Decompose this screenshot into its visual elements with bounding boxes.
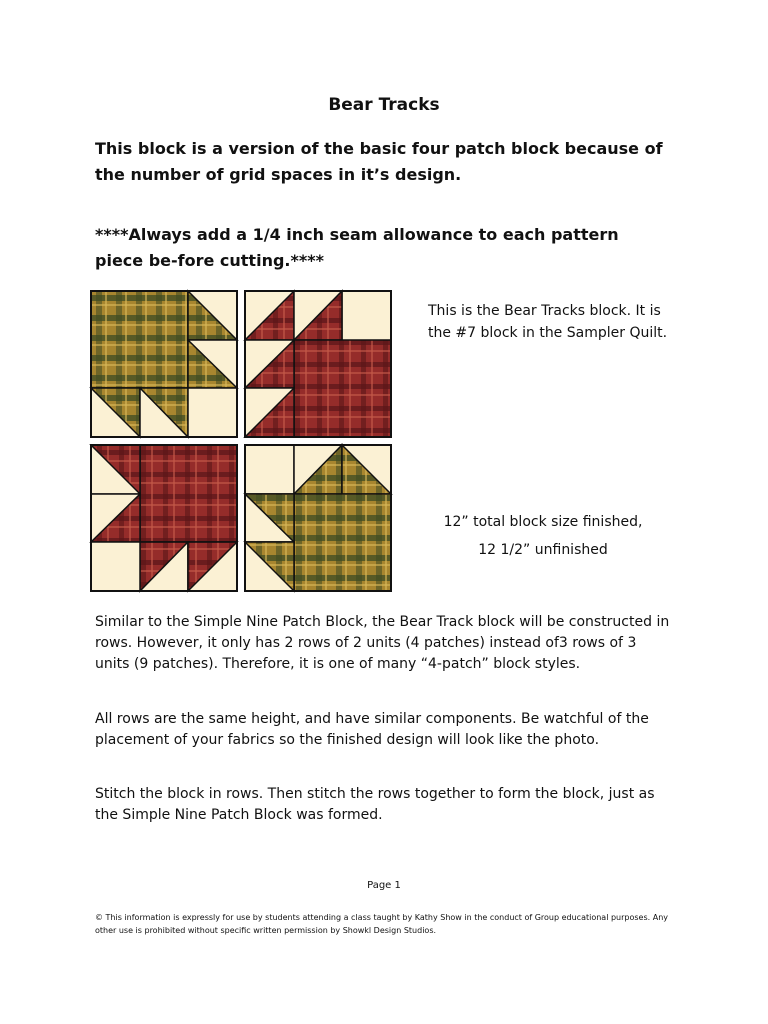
rows-paragraph: All rows are the same height, and have similar components. Be watchful of the placement of your fabrics so the finished design will look like the photo. — [95, 711, 649, 748]
block-caption: This is the Bear Tracks block. It is the #7 block in the Sampler Quilt. — [428, 303, 668, 341]
stitch-paragraph: Stitch the block in rows. Then stitch the rows together to form the block, just as the Simple Nine Patch Block was formed. — [95, 786, 655, 823]
intro-paragraph: This block is a version of the basic four patch block because of the number of grid spaces in it’s design. — [95, 139, 663, 184]
copyright-notice: © This information is expressly for use by students attending a class taught by Kathy Show in the conduct of Group educational purposes. Any other use is prohibited without specific written permission by Showkl Design Studios. — [95, 913, 669, 935]
page-title: Bear Tracks — [328, 95, 440, 115]
quilt-unit-bottom-right — [245, 445, 391, 591]
size-unfinished: 12 1/2” unfinished — [478, 542, 608, 558]
seam-allowance-note: ****Always add a 1/4 inch seam allowance to each pattern piece be-fore cutting.**** — [95, 225, 619, 270]
page-number: Page 1 — [367, 880, 401, 891]
bear-tracks-block-image — [89, 289, 393, 593]
quilt-unit-bottom-left — [91, 445, 237, 591]
quilt-unit-top-left — [91, 291, 237, 437]
quilt-unit-top-right — [245, 291, 391, 437]
size-finished: 12” total block size finished, — [443, 514, 643, 530]
construction-paragraph: Similar to the Simple Nine Patch Block, the Bear Track block will be constructed in rows. However, it only has 2 rows of 2 units (4 patches) instead of3 rows of 3 units (9 patches). Therefore, it is one of many “4-patch” block styles. — [95, 614, 670, 672]
block-size-info — [418, 508, 668, 564]
